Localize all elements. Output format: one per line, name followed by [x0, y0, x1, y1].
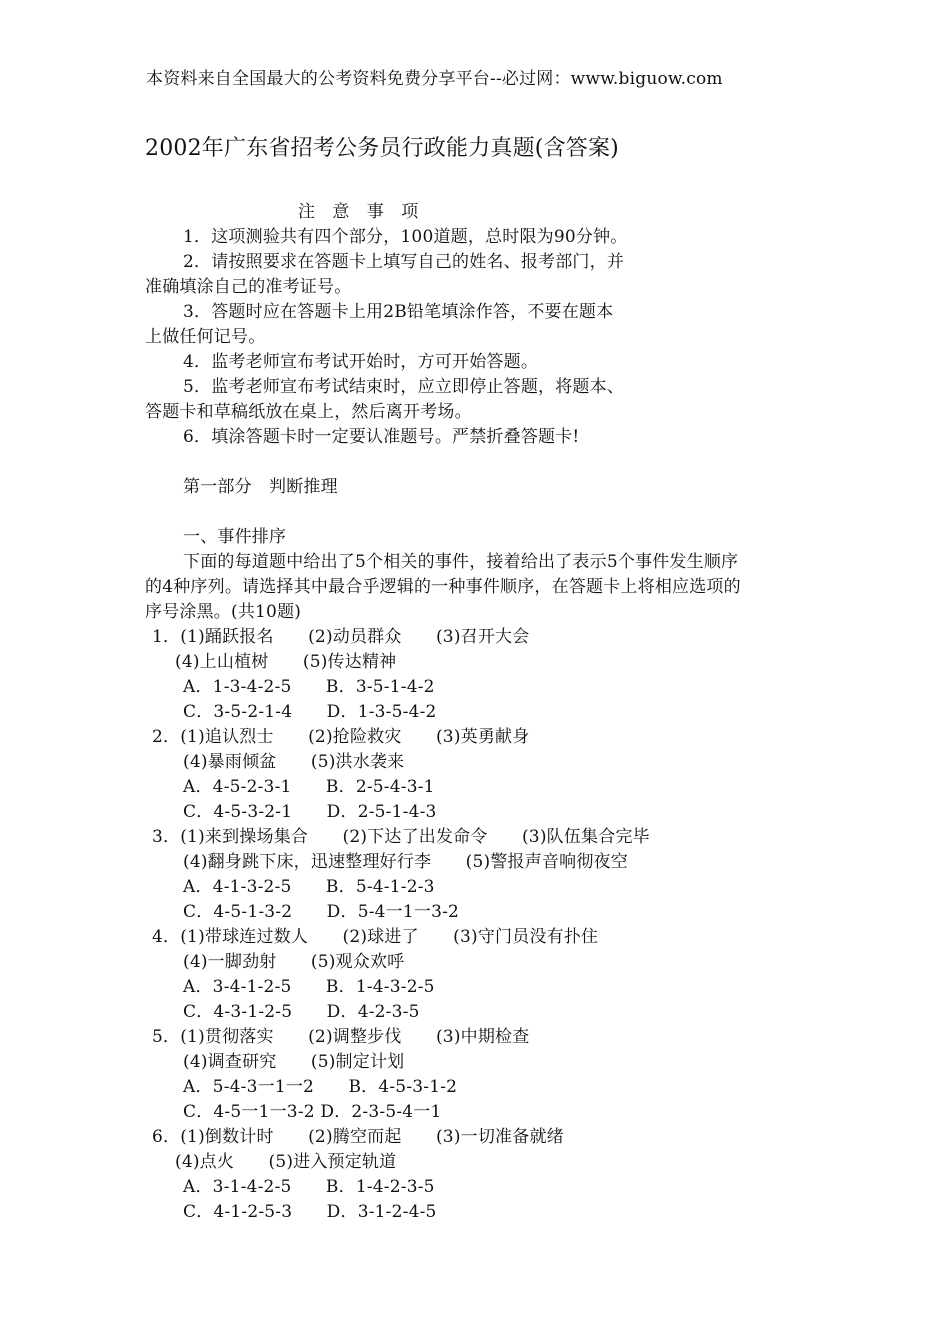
- intro-line-2: 的4种序列。请选择其中最合乎逻辑的一种事件顺序，在答题卡上将相应选项的: [145, 577, 741, 597]
- note-line-3-cont: 上做任何记号。: [145, 327, 266, 347]
- question-3-line-1: 3．(1)来到操场集合 (2)下达了出发命令 (3)队伍集合完毕: [152, 827, 650, 847]
- question-2-options-cd: C．4-5-3-2-1 D．2-5-1-4-3: [183, 802, 437, 822]
- question-4-options-ab: A．3-4-1-2-5 B．1-4-3-2-5: [183, 977, 435, 997]
- question-1-line-2: (4)上山植树 (5)传达精神: [175, 652, 397, 672]
- note-line-5: 5．监考老师宣布考试结束时，应立即停止答题，将题本、: [183, 377, 625, 397]
- note-line-2: 2．请按照要求在答题卡上填写自己的姓名、报考部门，并: [183, 252, 625, 272]
- question-1-options-ab: A．1-3-4-2-5 B．3-5-1-4-2: [183, 677, 435, 697]
- question-5-options-cd: C．4-5一1一3-2 D．2-3-5-4一1: [183, 1102, 442, 1122]
- intro-line-1: 下面的每道题中给出了5个相关的事件，接着给出了表示5个事件发生顺序: [183, 552, 739, 572]
- note-line-5-cont: 答题卡和草稿纸放在桌上，然后离开考场。: [145, 402, 472, 422]
- question-2-line-1: 2．(1)追认烈士 (2)抢险救灾 (3)英勇献身: [152, 727, 530, 747]
- source-notice: 本资料来自全国最大的公考资料免费分享平台--必过网：www.biguow.com: [146, 69, 723, 89]
- note-line-2-cont: 准确填涂自己的准考证号。: [145, 277, 352, 297]
- question-4-line-1: 4．(1)带球连过数人 (2)球进了 (3)守门员没有扑住: [152, 927, 599, 947]
- question-4-line-2: (4)一脚劲射 (5)观众欢呼: [183, 952, 405, 972]
- intro-line-3: 序号涂黑。(共10题): [145, 602, 302, 622]
- note-line-6: 6．填涂答题卡时一定要认准题号。严禁折叠答题卡!: [183, 427, 580, 447]
- question-6-options-cd: C．4-1-2-5-3 D．3-1-2-4-5: [183, 1202, 437, 1222]
- note-line-3: 3．答题时应在答题卡上用2B铅笔填涂作答，不要在题本: [183, 302, 614, 322]
- question-5-options-ab: A．5-4-3一1一2 B．4-5-3-1-2: [183, 1077, 458, 1097]
- question-3-options-ab: A．4-1-3-2-5 B．5-4-1-2-3: [183, 877, 435, 897]
- note-line-4: 4．监考老师宣布考试开始时，方可开始答题。: [183, 352, 539, 372]
- question-6-line-1: 6．(1)倒数计时 (2)腾空而起 (3)一切准备就绪: [152, 1127, 564, 1147]
- question-2-line-2: (4)暴雨倾盆 (5)洪水袭来: [183, 752, 405, 772]
- document-title: 2002年广东省招考公务员行政能力真题(含答案): [145, 136, 619, 161]
- question-2-options-ab: A．4-5-2-3-1 B．2-5-4-3-1: [183, 777, 435, 797]
- question-6-line-2: (4)点火 (5)进入预定轨道: [175, 1152, 397, 1172]
- section-heading: 一、事件排序: [183, 527, 287, 547]
- part1-heading: 第一部分 判断推理: [183, 477, 338, 497]
- notes-heading: 注 意 事 项: [298, 202, 419, 222]
- question-1-line-1: 1．(1)踊跃报名 (2)动员群众 (3)召开大会: [152, 627, 530, 647]
- question-5-line-2: (4)调查研究 (5)制定计划: [183, 1052, 405, 1072]
- question-1-options-cd: C．3-5-2-1-4 D．1-3-5-4-2: [183, 702, 437, 722]
- note-line-1: 1．这项测验共有四个部分，100道题，总时限为90分钟。: [183, 227, 628, 247]
- question-5-line-1: 5．(1)贯彻落实 (2)调整步伐 (3)中期检查: [152, 1027, 530, 1047]
- question-6-options-ab: A．3-1-4-2-5 B．1-4-2-3-5: [183, 1177, 435, 1197]
- question-3-options-cd: C．4-5-1-3-2 D．5-4一1一3-2: [183, 902, 460, 922]
- question-4-options-cd: C．4-3-1-2-5 D．4-2-3-5: [183, 1002, 420, 1022]
- question-3-line-2: (4)翻身跳下床，迅速整理好行李 (5)警报声音响彻夜空: [183, 852, 628, 872]
